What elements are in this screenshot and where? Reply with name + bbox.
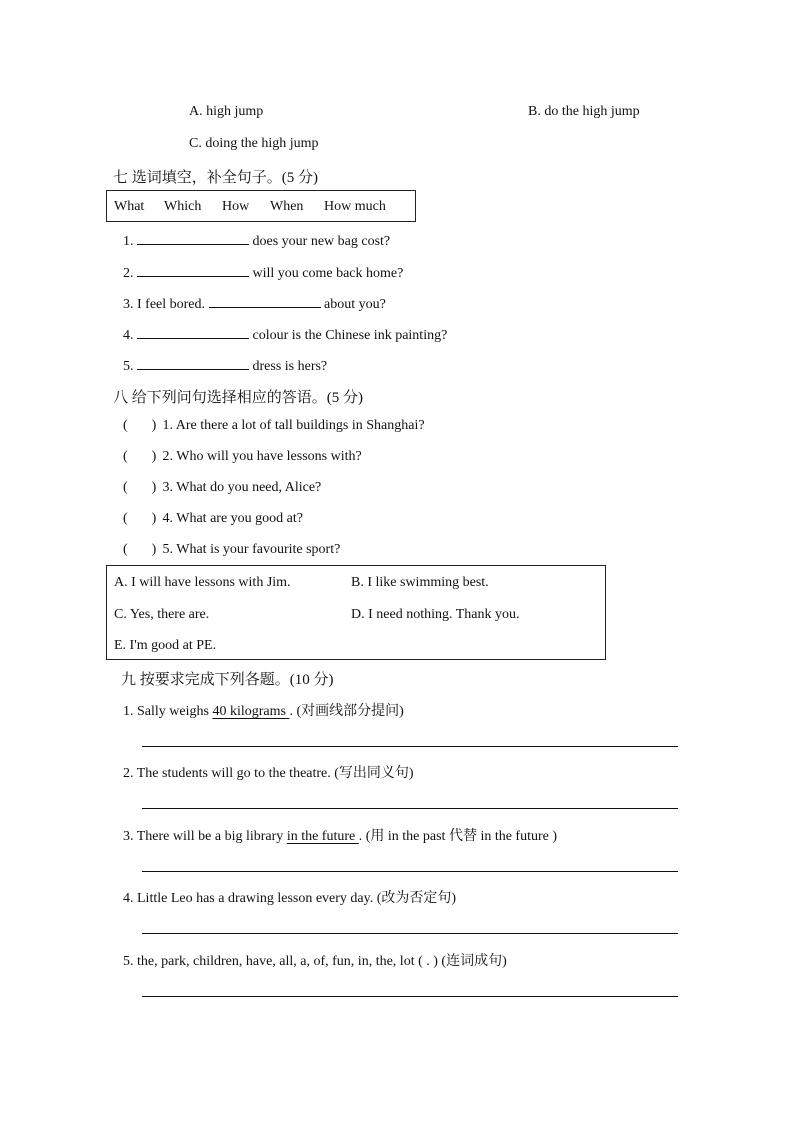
- option-c: C. doing the high jump: [189, 136, 319, 151]
- word-bank-item: Which: [164, 199, 202, 214]
- task-item-4: 4. Little Leo has a drawing lesson every day. (改为否定句): [123, 891, 457, 906]
- word-bank-item: How: [222, 199, 250, 214]
- blank-line[interactable]: [137, 230, 249, 245]
- match-question-5: ( ) 5. What is your favourite sport?: [123, 542, 341, 557]
- blank-line[interactable]: [137, 262, 249, 277]
- match-question-3: ( ) 3. What do you need, Alice?: [123, 480, 322, 495]
- fill-item-3: 3. I feel bored. about you?: [123, 293, 386, 313]
- answer-line[interactable]: [142, 871, 678, 872]
- match-question-2: ( ) 2. Who will you have lessons with?: [123, 449, 362, 464]
- blank-line[interactable]: [137, 355, 249, 370]
- fill-item-5: 5. dress is hers?: [123, 355, 327, 375]
- match-question-1: ( ) 1. Are there a lot of tall buildings in Shanghai?: [123, 418, 425, 433]
- answer-line[interactable]: [142, 808, 678, 809]
- blank-line[interactable]: [137, 324, 249, 339]
- word-bank-box: [106, 190, 416, 222]
- answer-line[interactable]: [142, 933, 678, 934]
- answer-option-d: D. I need nothing. Thank you.: [351, 607, 520, 622]
- answer-option-c: C. Yes, there are.: [114, 607, 210, 622]
- answer-option-a: A. I will have lessons with Jim.: [114, 575, 291, 590]
- match-question-4: ( ) 4. What are you good at?: [123, 511, 303, 526]
- task-item-1: 1. Sally weighs 40 kilograms . (对画线部分提问): [123, 704, 404, 719]
- answer-paren[interactable]: ( ): [123, 511, 157, 526]
- fill-item-4: 4. colour is the Chinese ink painting?: [123, 324, 447, 344]
- answer-line[interactable]: [142, 746, 678, 747]
- underlined-part: in the future: [286, 829, 359, 844]
- answer-paren[interactable]: ( ): [123, 480, 157, 495]
- fill-item-2: 2. will you come back home?: [123, 262, 403, 282]
- section9-title: 九 按要求完成下列各题。(10 分): [121, 672, 334, 688]
- answer-paren[interactable]: ( ): [123, 418, 157, 433]
- option-a: A. high jump: [189, 104, 264, 119]
- answer-options-box: [106, 565, 606, 660]
- answer-option-e: E. I'm good at PE.: [114, 638, 217, 653]
- section8-title: 八 给下列问句选择相应的答语。(5 分): [113, 390, 363, 406]
- answer-line[interactable]: [142, 996, 678, 997]
- option-b: B. do the high jump: [528, 104, 640, 119]
- underlined-part: 40 kilograms: [212, 704, 290, 719]
- answer-option-b: B. I like swimming best.: [351, 575, 489, 590]
- task-item-3: 3. There will be a big library in the future . (用 in the past 代替 in the future ): [123, 829, 558, 844]
- answer-paren[interactable]: ( ): [123, 449, 157, 464]
- blank-line[interactable]: [209, 293, 321, 308]
- task-item-2: 2. The students will go to the theatre. (写出同义句): [123, 766, 414, 781]
- section7-title: 七 选词填空，补全句子。(5 分): [113, 170, 318, 186]
- answer-paren[interactable]: ( ): [123, 542, 157, 557]
- word-bank-item: What: [114, 199, 145, 214]
- fill-item-1: 1. does your new bag cost?: [123, 230, 390, 250]
- word-bank-item: When: [270, 199, 304, 214]
- word-bank-item: How much: [324, 199, 386, 214]
- task-item-5: 5. the, park, children, have, all, a, of, fun, in, the, lot ( . ) (连词成句): [123, 954, 507, 969]
